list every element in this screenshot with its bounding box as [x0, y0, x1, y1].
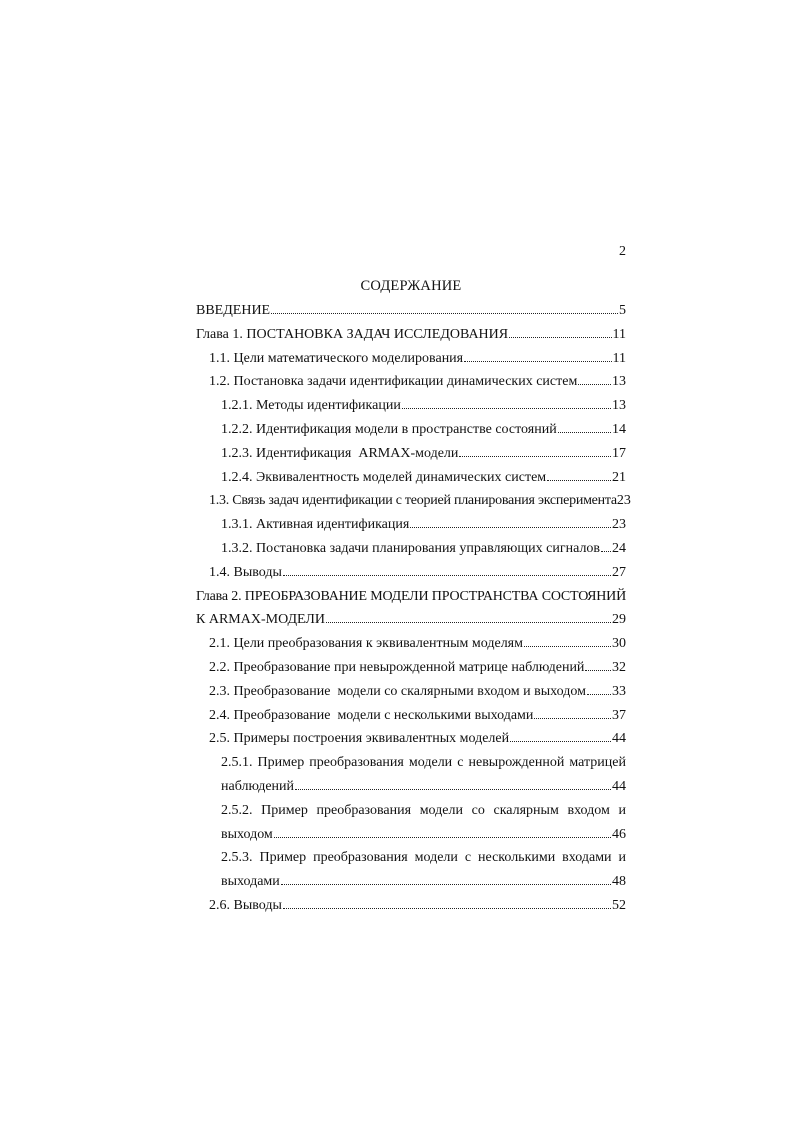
toc-entry — [196, 608, 626, 632]
page-number: 2 — [619, 244, 626, 259]
dot-leader — [464, 360, 611, 362]
dot-leader — [281, 883, 611, 885]
toc-entry-label: 2.4. Преобразование модели с несколькими выходами — [209, 707, 534, 723]
toc-entry — [196, 727, 626, 751]
toc-entry-page: 46 — [612, 826, 626, 842]
toc-entry — [196, 775, 626, 799]
toc-entry — [196, 894, 626, 918]
toc-entry-label: 1.4. Выводы — [209, 564, 282, 580]
toc-entry-page: 32 — [612, 659, 626, 675]
dot-leader — [534, 717, 611, 719]
toc-entry-label: 2.2. Преобразование при невырожденной матрице наблюдений — [209, 659, 585, 675]
toc-entry-label: 2.1. Цели преобразования к эквивалентным моделям — [209, 636, 523, 652]
toc-entry-page: 23 — [612, 517, 626, 533]
table-of-contents — [196, 299, 631, 918]
toc-entry-label: Глава 1. ПОСТАНОВКА ЗАДАЧ ИССЛЕДОВАНИЯ — [196, 326, 509, 342]
dot-leader — [271, 312, 618, 314]
toc-entry — [196, 823, 626, 847]
toc-entry-label: выходами — [221, 874, 280, 890]
dot-leader — [578, 383, 611, 385]
dot-leader — [585, 669, 611, 671]
toc-entry — [196, 656, 626, 680]
toc-entry-label: 1.2.1. Методы идентификации — [221, 398, 401, 414]
toc-entry-page: 13 — [612, 398, 626, 414]
toc-entry-page: 24 — [612, 540, 626, 556]
toc-entry — [196, 537, 626, 561]
toc-entry-label: 2.6. Выводы — [209, 897, 282, 913]
toc-entry-label: 1.3.1. Активная идентификация — [221, 517, 410, 533]
toc-entry-page: 5 — [619, 303, 626, 318]
dot-leader — [283, 907, 611, 909]
toc-entry-page: 11 — [612, 326, 626, 342]
toc-entry — [196, 632, 626, 656]
toc-entry-page: 23 — [616, 493, 631, 509]
toc-entry-page: 52 — [612, 897, 626, 913]
dot-leader — [558, 431, 611, 433]
toc-entry-label: 1.1. Цели математического моделирования — [209, 350, 464, 366]
dot-leader — [587, 693, 611, 695]
dot-leader — [295, 788, 611, 790]
toc-entry — [196, 299, 626, 323]
toc-entry-line1: 2.5.3. Пример преобразования модели с несколькими входами и — [221, 850, 626, 866]
toc-entry-label: К ARMAX-МОДЕЛИ — [196, 612, 326, 628]
toc-entry — [196, 442, 626, 466]
dot-leader — [601, 550, 611, 552]
toc-entry — [196, 323, 626, 347]
toc-entry-label: 1.3.2. Постановка задачи планирования управляющих сигналов — [221, 540, 601, 556]
toc-entry-label: выходом — [221, 826, 273, 842]
toc-entry-page: 14 — [612, 421, 626, 437]
toc-entry-label: наблюдений — [221, 778, 295, 794]
toc-entry-label: 1.2.3. Идентификация ARMAX-модели — [221, 445, 459, 461]
dot-leader — [274, 836, 611, 838]
toc-entry-page: 17 — [612, 445, 626, 461]
toc-entry-page: 48 — [612, 874, 626, 890]
dot-leader — [326, 621, 611, 623]
dot-leader — [509, 336, 611, 338]
dot-leader — [410, 526, 611, 528]
toc-entry-line1: 2.5.1. Пример преобразования модели с невырожденной матрицей — [221, 755, 626, 771]
toc-entry-page: 30 — [612, 636, 626, 652]
toc-entry — [196, 418, 626, 442]
toc-entry-line1: 2.5.2. Пример преобразования модели со скалярным входом и — [221, 802, 626, 818]
toc-entry-page: 44 — [612, 731, 626, 747]
toc-entry-page: 33 — [612, 683, 626, 699]
toc-entry-label: ВВЕДЕНИЕ — [196, 303, 271, 318]
toc-entry-page: 13 — [612, 374, 626, 390]
toc-entry-label: 2.5. Примеры построения эквивалентных моделей — [209, 731, 510, 747]
toc-entry-label: 1.2. Постановка задачи идентификации динамических систем — [209, 374, 578, 390]
dot-leader — [459, 455, 611, 457]
dot-leader — [547, 479, 611, 481]
toc-entry-page: 37 — [612, 707, 626, 723]
toc-entry-label: 1.2.4. Эквивалентность моделей динамических систем — [221, 469, 547, 485]
toc-entry — [196, 489, 631, 513]
toc-entry-page: 29 — [612, 612, 626, 628]
toc-entry-page: 11 — [612, 350, 626, 366]
toc-entry — [196, 870, 626, 894]
toc-entry — [196, 347, 626, 371]
dot-leader — [524, 645, 611, 647]
toc-entry — [196, 513, 626, 537]
dot-leader — [402, 407, 611, 409]
toc-entry — [196, 394, 626, 418]
toc-entry — [196, 466, 626, 490]
toc-entry — [196, 561, 626, 585]
dot-leader — [510, 740, 611, 742]
toc-entry — [196, 370, 626, 394]
toc-entry — [196, 680, 626, 704]
toc-entry-label: 2.3. Преобразование модели со скалярными входом и выходом — [209, 683, 586, 699]
dot-leader — [283, 574, 611, 576]
toc-entry-label: 1.3. Связь задач идентификации с теорией планирования эксперимента — [209, 493, 617, 509]
toc-entry-label: 1.2.2. Идентификация модели в пространстве состояний — [221, 421, 557, 437]
toc-entry-page: 44 — [612, 778, 626, 794]
toc-entry — [196, 704, 626, 728]
toc-entry-line1: Глава 2. ПРЕОБРАЗОВАНИЕ МОДЕЛИ ПРОСТРАНСТВА СОСТОЯНИЙ — [196, 588, 626, 604]
toc-entry-page: 27 — [612, 564, 626, 580]
toc-title: СОДЕРЖАНИЕ — [360, 278, 462, 294]
toc-entry-page: 21 — [612, 469, 626, 485]
